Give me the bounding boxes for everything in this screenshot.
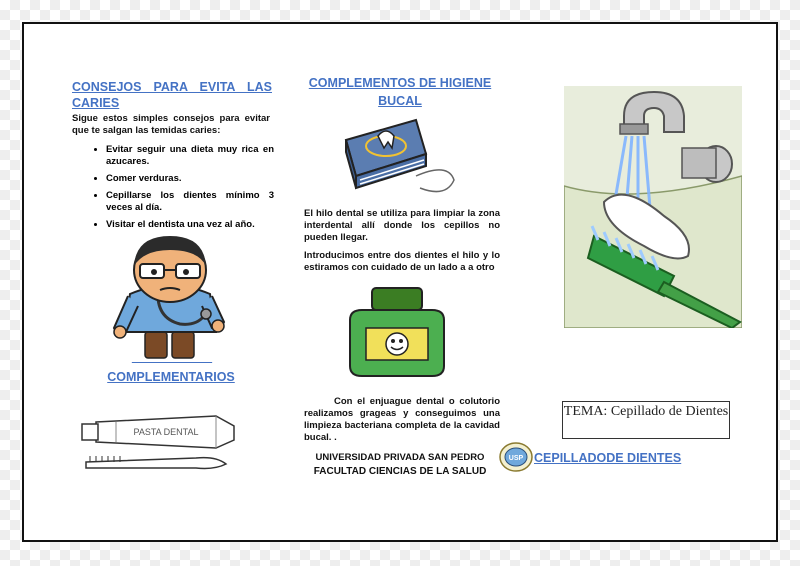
- topic-box: TEMA: Cepillado de Dientes: [562, 401, 730, 439]
- materials-heading[interactable]: COMPLEMENTARIOS: [107, 370, 235, 384]
- list-item: • Evitar seguir una dieta muy rica en azucares.: [106, 144, 274, 168]
- dentist-icon: [100, 232, 242, 362]
- faucet-brush-illustration: [564, 86, 742, 328]
- list-item: • Comer verduras.: [106, 173, 274, 185]
- caries-tips-list: [72, 144, 274, 236]
- university-logo: [498, 441, 534, 473]
- caries-tips-heading[interactable]: CONSEJOS PARA EVITA LAS CARIES: [72, 80, 272, 110]
- university-name: UNIVERSIDAD PRIVADA SAN PEDRO: [315, 452, 485, 463]
- list-item: • Visitar el dentista una vez al año.: [106, 219, 274, 231]
- logo-text: USP: [508, 455, 524, 462]
- faucet-toothbrush-icon: [564, 86, 742, 328]
- floss-description: El hilo dental se utiliza para limpiar la zona interdental allí donde los cepillos no pueden llegar.: [304, 208, 500, 243]
- dentist-illustration: [100, 232, 242, 362]
- dental-floss-icon: [336, 114, 458, 200]
- floss-instruction: Introducimos entre dos dientes el hilo y lo estiramos con cuidado de un lado a a otro: [304, 250, 500, 273]
- mouthwash-bottle-icon: [332, 286, 462, 378]
- university-shield-icon: [498, 441, 534, 473]
- brochure-page: [22, 22, 778, 542]
- toothpaste-label: PASTA DENTAL: [133, 427, 199, 437]
- mouthwash-description: Con el enjuague dental o colutorio realizamos grageas y conseguimos una limpieza bacteriana completa de la cavidad bucal. .: [304, 396, 500, 443]
- hygiene-complements-heading[interactable]: COMPLEMENTOS DE HIGIENE BUCAL: [308, 76, 492, 108]
- list-item: • Cepillarse los dientes mínimo 3 veces al día.: [106, 190, 274, 214]
- mouthwash-illustration: [332, 286, 462, 378]
- toothpaste-icon: [76, 412, 240, 476]
- caries-intro-text: Sigue estos simples consejos para evitar que te salgan las temidas caries:: [72, 113, 270, 136]
- toothpaste-brush-illustration: [76, 412, 240, 476]
- faculty-name: FACULTAD CIENCIAS DE LA SALUD: [313, 466, 487, 477]
- floss-illustration: [336, 114, 458, 200]
- brochure-title[interactable]: CEPILLADODE DIENTES: [534, 451, 682, 465]
